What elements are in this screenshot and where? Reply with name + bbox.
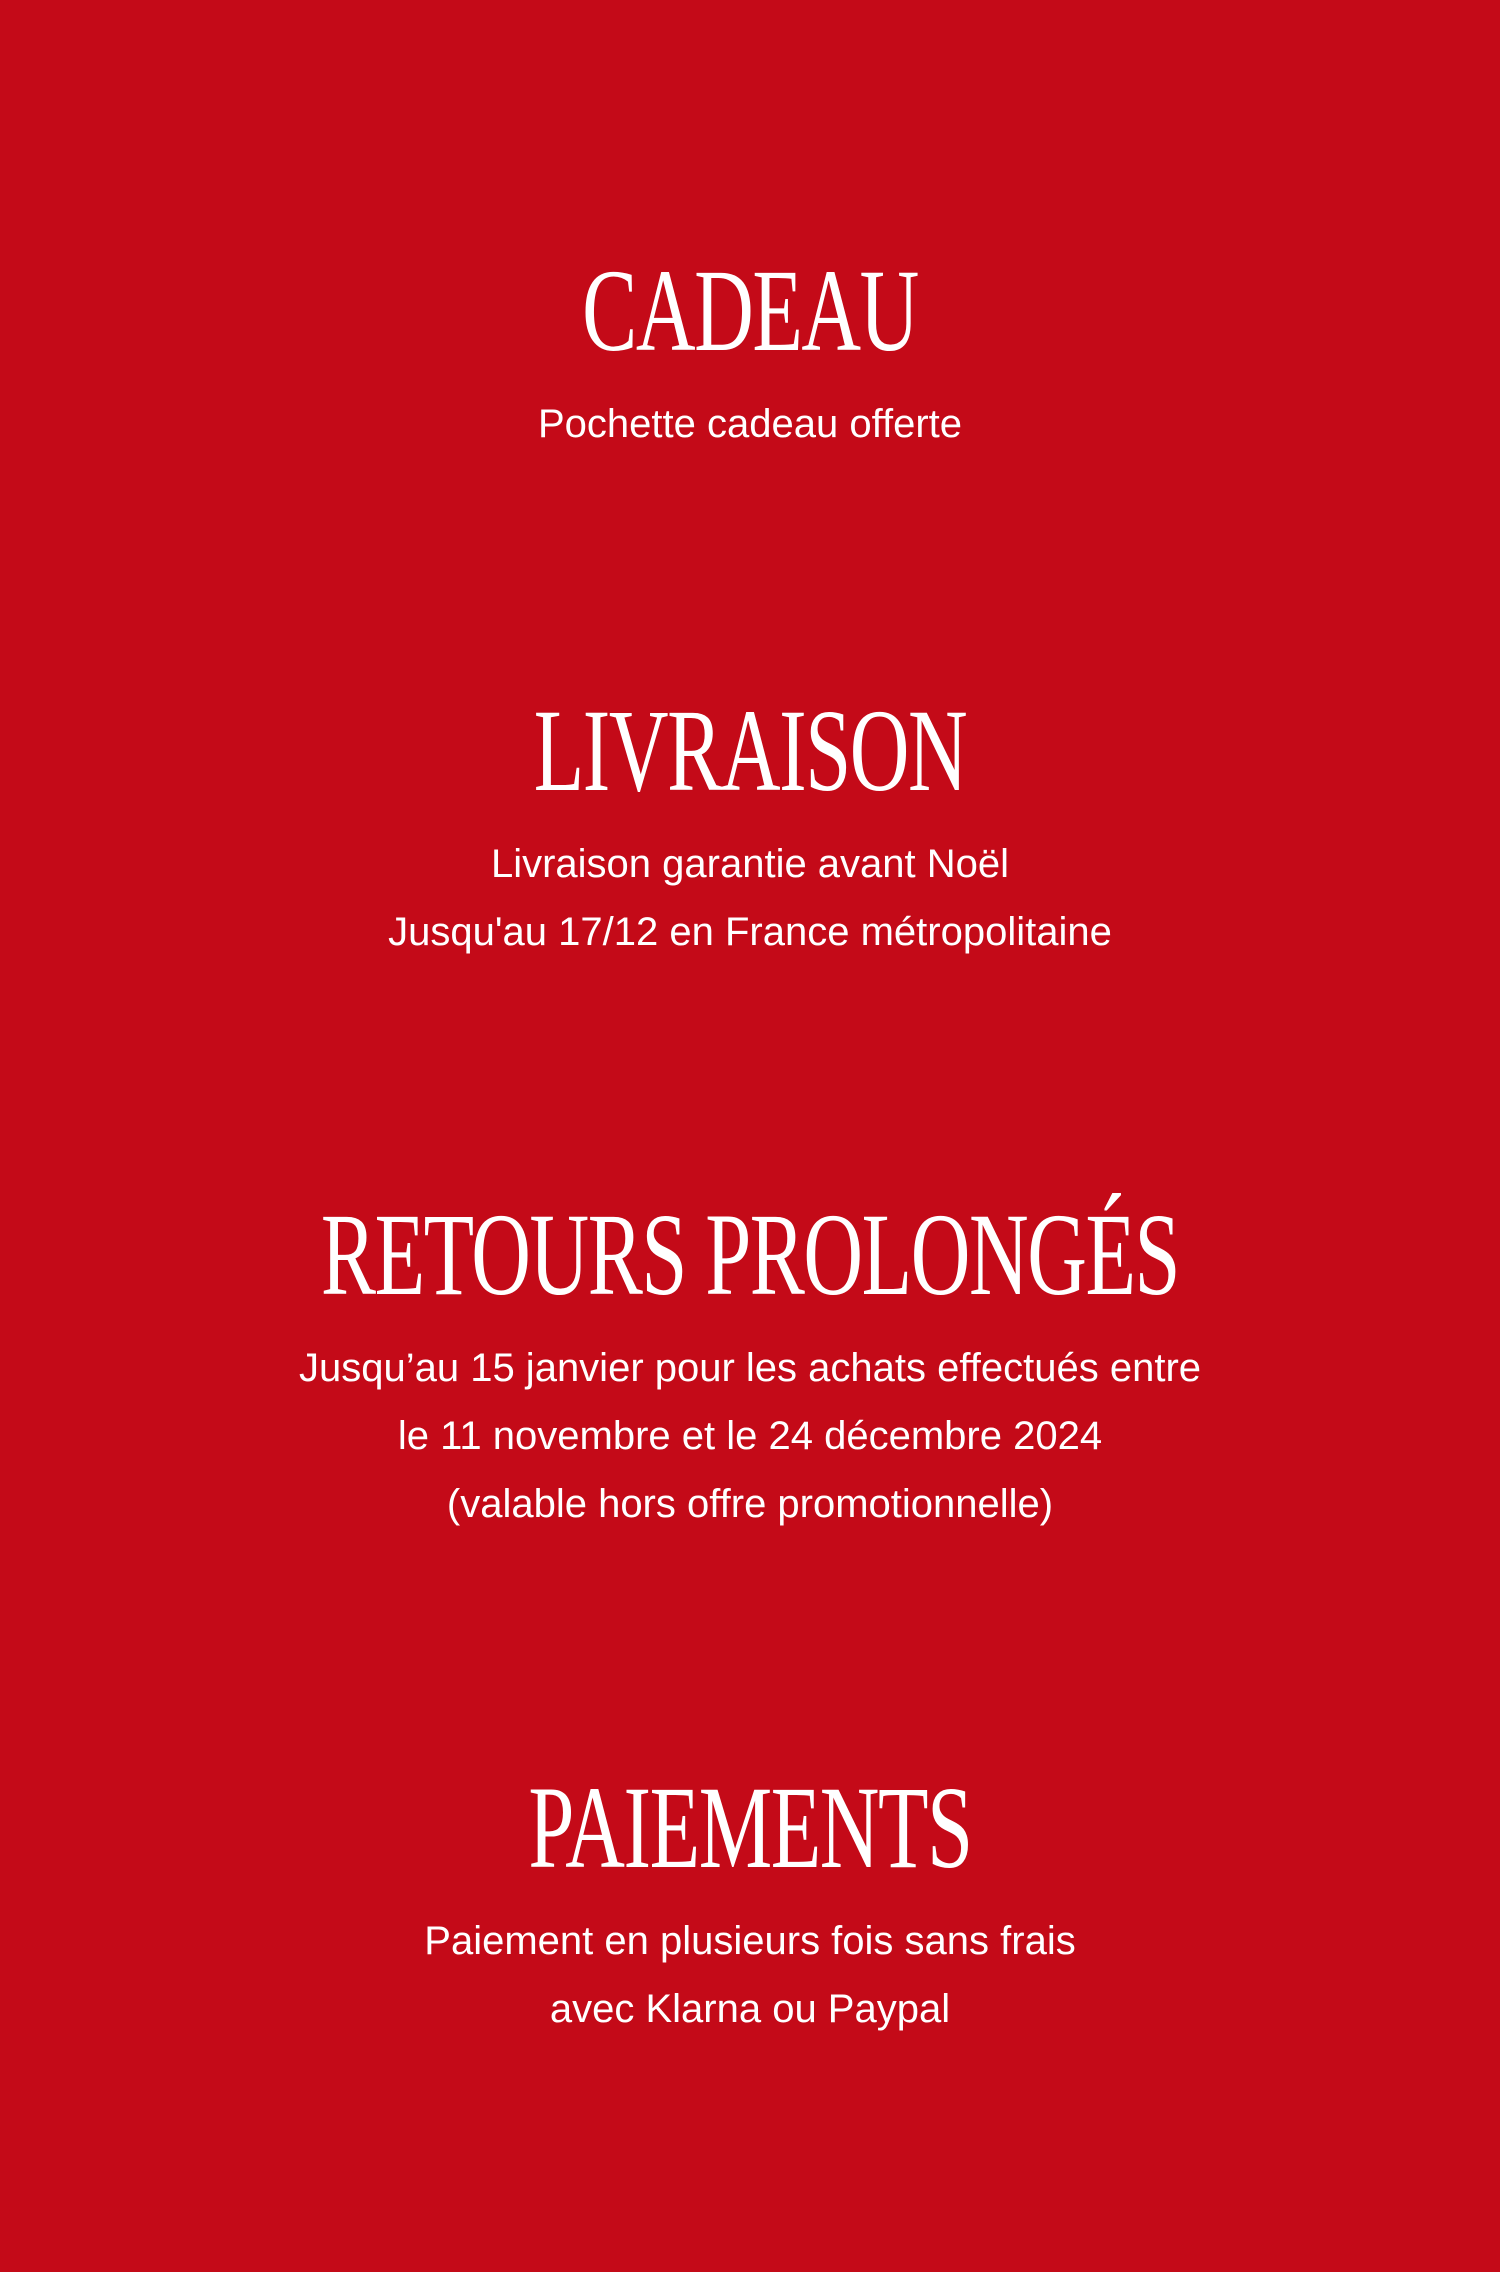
- delivery-line: Jusqu'au 17/12 en France métropolitaine: [388, 910, 1112, 954]
- payments-heading: PAIEMENTS: [528, 1762, 972, 1893]
- returns-description: [0, 1334, 1500, 1538]
- delivery-line: Livraison garantie avant Noël: [490, 842, 1010, 886]
- delivery-section: [0, 685, 1500, 966]
- delivery-heading: LIVRAISON: [533, 685, 967, 816]
- returns-line: (valable hors offre promotionnelle): [446, 1482, 1054, 1526]
- returns-section: [0, 1189, 1500, 1538]
- gift-description: [0, 390, 1500, 458]
- gift-section: [0, 245, 1500, 458]
- payments-description: [0, 1907, 1500, 2043]
- delivery-description: [0, 830, 1500, 966]
- payments-section: [0, 1762, 1500, 2043]
- returns-line: le 11 novembre et le 24 décembre 2024: [397, 1414, 1103, 1458]
- payments-line: Paiement en plusieurs fois sans frais: [424, 1919, 1076, 1963]
- gift-line: Pochette cadeau offerte: [537, 402, 963, 446]
- gift-heading: CADEAU: [582, 245, 918, 376]
- returns-heading: RETOURS PROLONGÉS: [320, 1189, 1180, 1320]
- payments-line: avec Klarna ou Paypal: [549, 1987, 951, 2031]
- returns-line: Jusqu’au 15 janvier pour les achats effectués entre: [298, 1346, 1202, 1390]
